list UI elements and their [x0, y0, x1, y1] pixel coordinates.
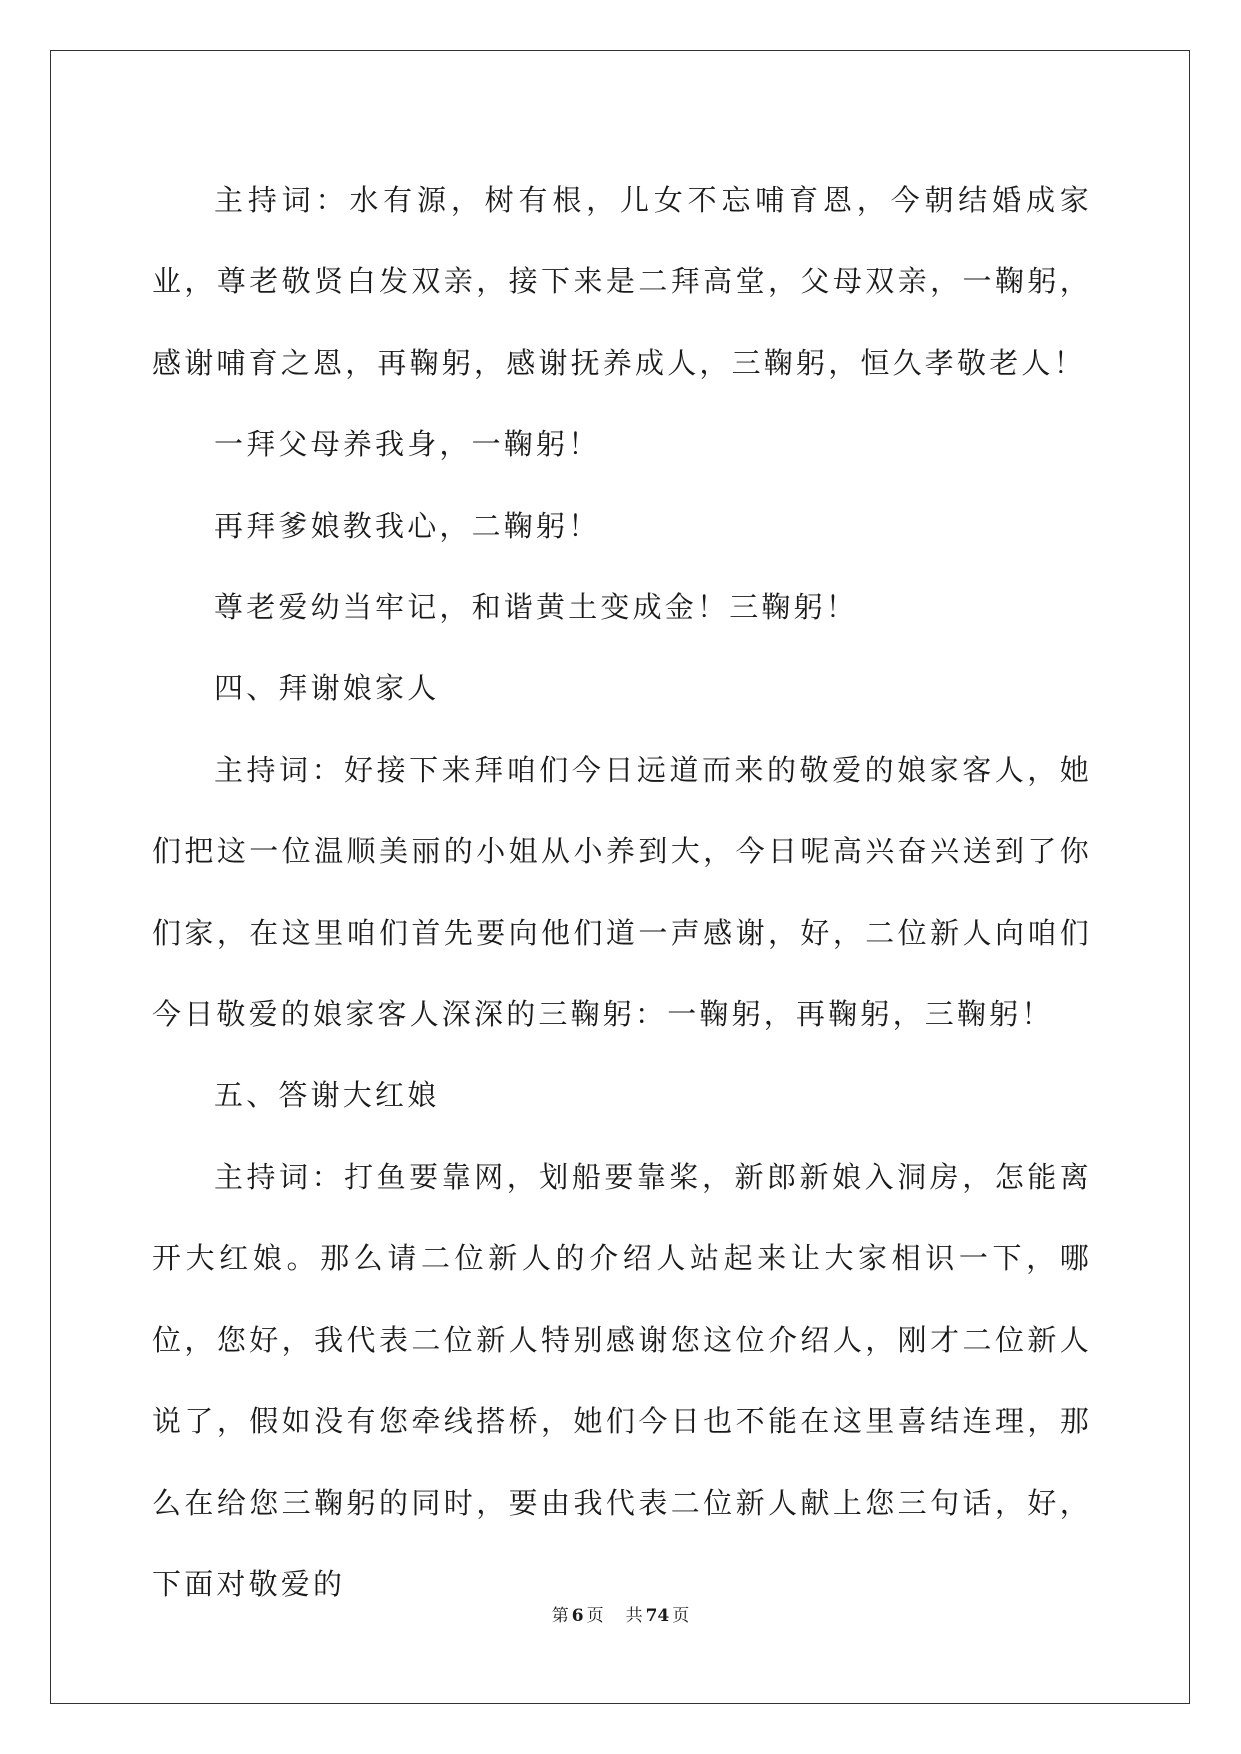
paragraph: 主持词：好接下来拜咱们今日远道而来的敬爱的娘家客人，她们把这一位温顺美丽的小姐从小养到大，今日呢高兴奋兴送到了你们家，在这里咱们首先要向他们道一声感谢，好，二位新人向咱们今日敬爱的娘家客人深深的三鞠躬：一鞠躬，再鞠躬，三鞠躬！ [152, 752, 1092, 1032]
total-page-count: 74 [645, 1606, 670, 1626]
total-prefix: 共 [625, 1606, 643, 1626]
current-page-number: 6 [571, 1606, 584, 1626]
document-body [152, 160, 1092, 1625]
page-prefix: 第 [551, 1606, 569, 1626]
page-suffix: 页 [586, 1606, 604, 1626]
section-heading: 五、答谢大红娘 [214, 1078, 440, 1113]
paragraph: 主持词：打鱼要靠网，划船要靠桨，新郎新娘入洞房，怎能离开大红娘。那么请二位新人的介绍人站起来让大家相识一下，哪位，您好，我代表二位新人特别感谢您这位介绍人，刚才二位新人说了，假如没有您牵线搭桥，她们今日也不能在这里喜结连理，那么在给您三鞠躬的同时，要由我代表二位新人献上您三句话，好，下面对敬爱的 [152, 1159, 1092, 1601]
paragraph: 主持词：水有源，树有根，儿女不忘哺育恩，今朝结婚成家业，尊老敬贤白发双亲，接下来是二拜高堂，父母双亲，一鞠躬，感谢哺育之恩，再鞠躬，感谢抚养成人，三鞠躬，恒久孝敬老人！ [152, 183, 1092, 380]
paragraph: 再拜爹娘教我心，二鞠躬！ [214, 508, 601, 543]
section-heading: 四、拜谢娘家人 [214, 671, 440, 706]
paragraph: 尊老爱幼当牢记，和谐黄土变成金！三鞠躬！ [214, 590, 859, 625]
total-suffix: 页 [672, 1606, 690, 1626]
page-footer [0, 1604, 1241, 1628]
paragraph: 一拜父母养我身，一鞠躬！ [214, 427, 601, 462]
